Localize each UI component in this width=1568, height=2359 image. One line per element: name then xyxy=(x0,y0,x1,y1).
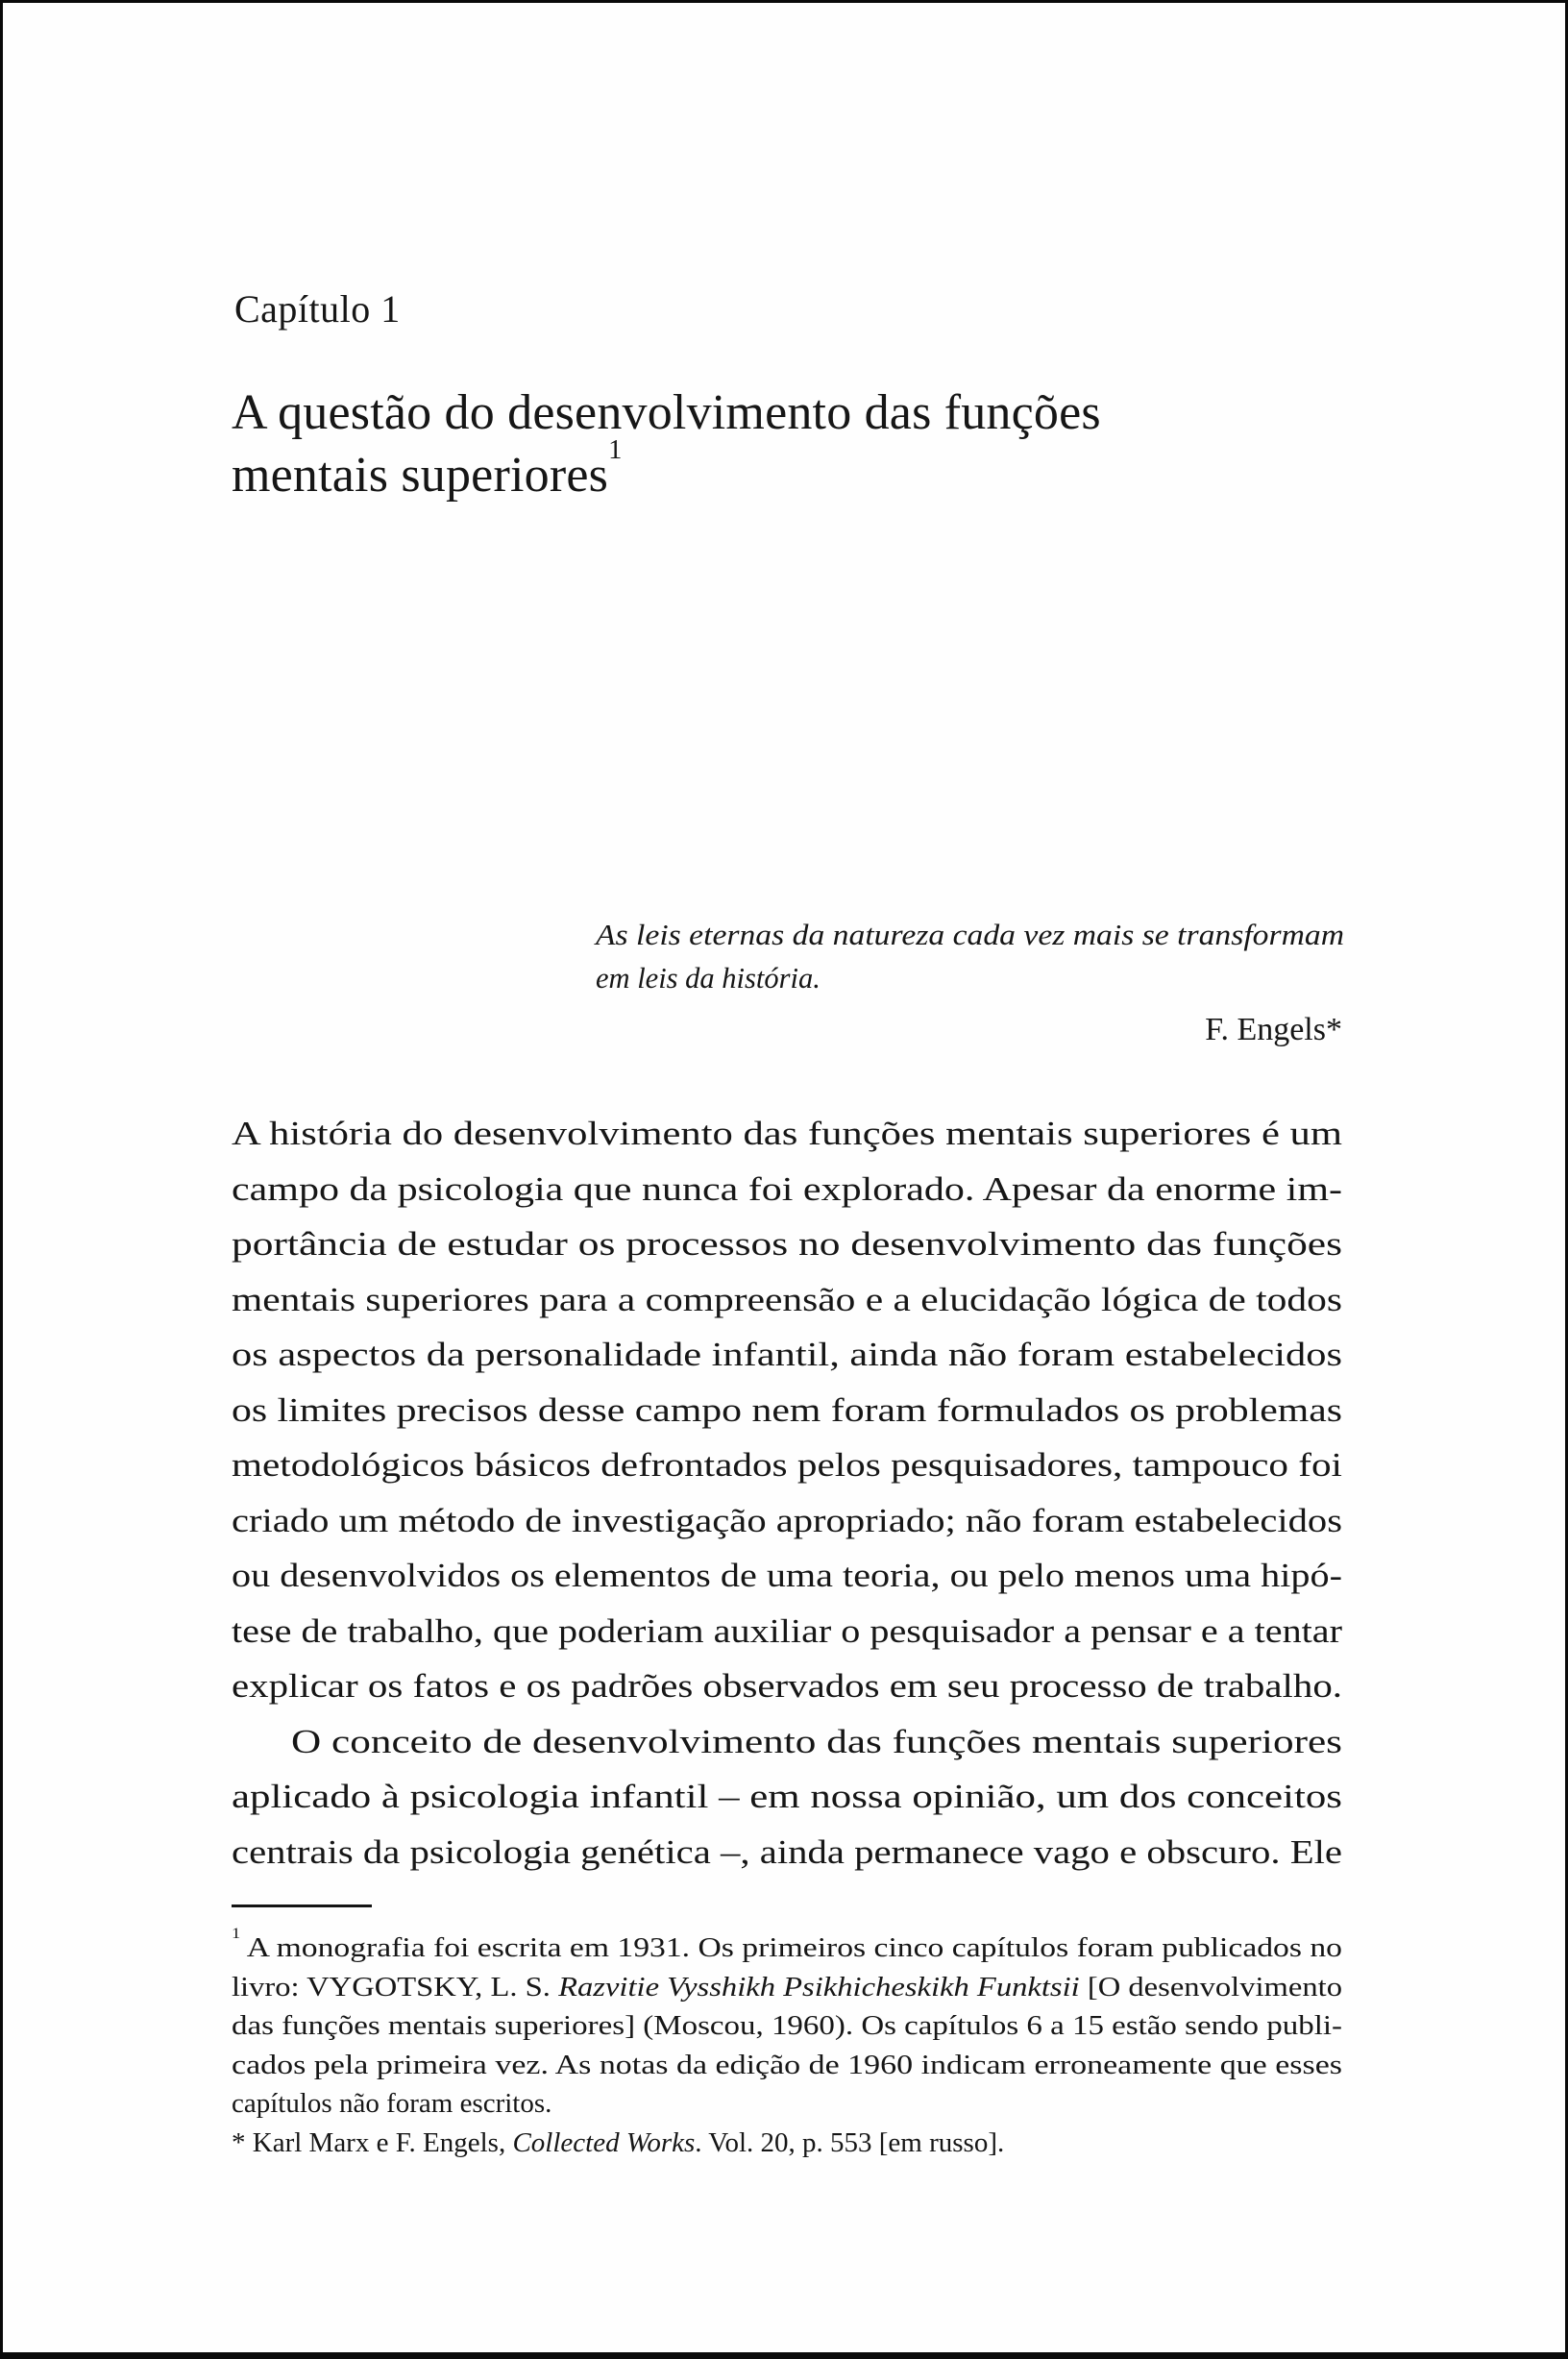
title-text-1: A questão do desenvolvimento das funções xyxy=(232,385,1101,440)
body-line-9 xyxy=(232,1548,1342,1604)
body-line-13 xyxy=(232,1769,1342,1825)
footnote-text: . Vol. 20, p. 553 [em russo]. xyxy=(695,2126,1005,2158)
body-line-3 xyxy=(232,1216,1342,1272)
body-line-5-text: os aspectos da personalidade infantil, ainda não foram estabelecidos xyxy=(232,1336,1342,1373)
body-line-10-text: tese de trabalho, que poderiam auxiliar o pesquisador a pensar e a tentar xyxy=(232,1611,1342,1650)
title-line-2 xyxy=(232,434,1384,506)
epigraph-line-1-text: As leis eternas da natureza cada vez mais se transformam xyxy=(596,919,1344,951)
footnote-rule xyxy=(232,1904,372,1907)
body-text xyxy=(232,1106,1342,1880)
body-line-11 xyxy=(232,1659,1342,1714)
footnote-line-1-text xyxy=(232,1925,1343,1968)
footnote-line-3 xyxy=(232,2006,1342,2046)
footnote-text: * Karl Marx e F. Engels, xyxy=(232,2126,513,2158)
italic-text: Collected Works xyxy=(512,2126,696,2158)
epigraph-line-2-text: em leis da história. xyxy=(596,962,821,995)
footnote-text: [O desenvolvimento xyxy=(1079,1971,1342,2003)
chapter-label: Capítulo 1 xyxy=(234,287,401,331)
epigraph xyxy=(596,914,1344,1000)
body-line-14 xyxy=(232,1825,1342,1880)
body-line-12 xyxy=(291,1714,1342,1770)
body-line-8-text: criado um método de investigação apropriado; não foram estabelecidos xyxy=(232,1501,1342,1539)
body-line-1 xyxy=(232,1106,1342,1162)
footnote-text: A monografia foi escrita em 1931. Os primeiros cinco capítulos foram publicados no xyxy=(240,1932,1343,1963)
body-line-7-text: metodológicos básicos defrontados pelos pesquisadores, tampouco foi xyxy=(232,1446,1342,1484)
footnote-line-5 xyxy=(232,2084,1342,2124)
footnote-line-4-text xyxy=(232,2046,1342,2085)
body-line-2 xyxy=(232,1162,1342,1217)
body-line-13-text: aplicado à psicologia infantil – em nossa opinião, um dos conceitos xyxy=(232,1778,1342,1815)
body-line-1-text: A história do desenvolvimento das funções mentais superiores é um xyxy=(232,1115,1342,1152)
footnote-text: livro: VYGOTSKY, L. S. xyxy=(232,1971,559,2003)
body-line-10 xyxy=(232,1604,1342,1659)
footnote-line-2 xyxy=(232,1968,1342,2007)
footnote-marker: 1 xyxy=(232,1925,241,1942)
footnote-text: cados pela primeira vez. As notas da edição de 1960 indicam erroneamente que esses xyxy=(232,2049,1342,2080)
body-line-12-text: O conceito de desenvolvimento das funções mentais superiores xyxy=(291,1722,1342,1760)
footnote-line-1 xyxy=(232,1925,1343,1968)
footnote-line-6-text xyxy=(232,2124,1004,2163)
body-line-14-text: centrais da psicologia genética –, ainda permanece vago e obscuro. Ele xyxy=(232,1832,1342,1871)
body-line-3-text: portância de estudar os processos no desenvolvimento das funções xyxy=(232,1225,1342,1263)
title-text-2: mentais superiores xyxy=(232,448,609,503)
epigraph-attribution: F. Engels* xyxy=(1205,1012,1342,1047)
footnote-line-4 xyxy=(232,2046,1342,2085)
title-line-1 xyxy=(232,381,1384,444)
footnote-text: das funções mentais superiores] (Moscou, 1960). Os capítulos 6 a 15 estão sendo publi- xyxy=(232,2010,1342,2041)
body-line-8 xyxy=(232,1493,1342,1549)
footnote-line-6 xyxy=(232,2124,1342,2163)
body-line-5 xyxy=(232,1327,1342,1383)
footnote-line-5-text xyxy=(232,2084,551,2124)
body-line-6-text: os limites precisos desse campo nem foram formulados os problemas xyxy=(232,1390,1342,1429)
footnote-text: capítulos não foram escritos. xyxy=(232,2088,552,2119)
body-line-7 xyxy=(232,1438,1342,1493)
body-line-4-text: mentais superiores para a compreensão e a elucidação lógica de todos xyxy=(232,1280,1342,1318)
footnotes xyxy=(232,1925,1343,2162)
chapter-title xyxy=(232,381,1384,506)
epigraph-line-1 xyxy=(596,914,1344,957)
body-line-2-text: campo da psicologia que nunca foi explorado. Apesar da enorme im- xyxy=(232,1169,1342,1208)
body-line-6 xyxy=(232,1383,1342,1438)
body-line-11-text: explicar os fatos e os padrões observados em seu processo de trabalho. xyxy=(232,1667,1342,1705)
title-footnote-marker: 1 xyxy=(608,434,623,465)
body-line-9-text: ou desenvolvidos os elementos de uma teoria, ou pelo menos uma hipó- xyxy=(232,1557,1342,1594)
body-line-4 xyxy=(232,1272,1342,1328)
footnote-line-2-text xyxy=(232,1968,1342,2007)
italic-text: Razvitie Vysshikh Psikhicheskikh Funktsii xyxy=(558,1971,1080,2003)
footnote-line-3-text xyxy=(232,2006,1342,2046)
epigraph-line-2 xyxy=(596,957,1344,1000)
